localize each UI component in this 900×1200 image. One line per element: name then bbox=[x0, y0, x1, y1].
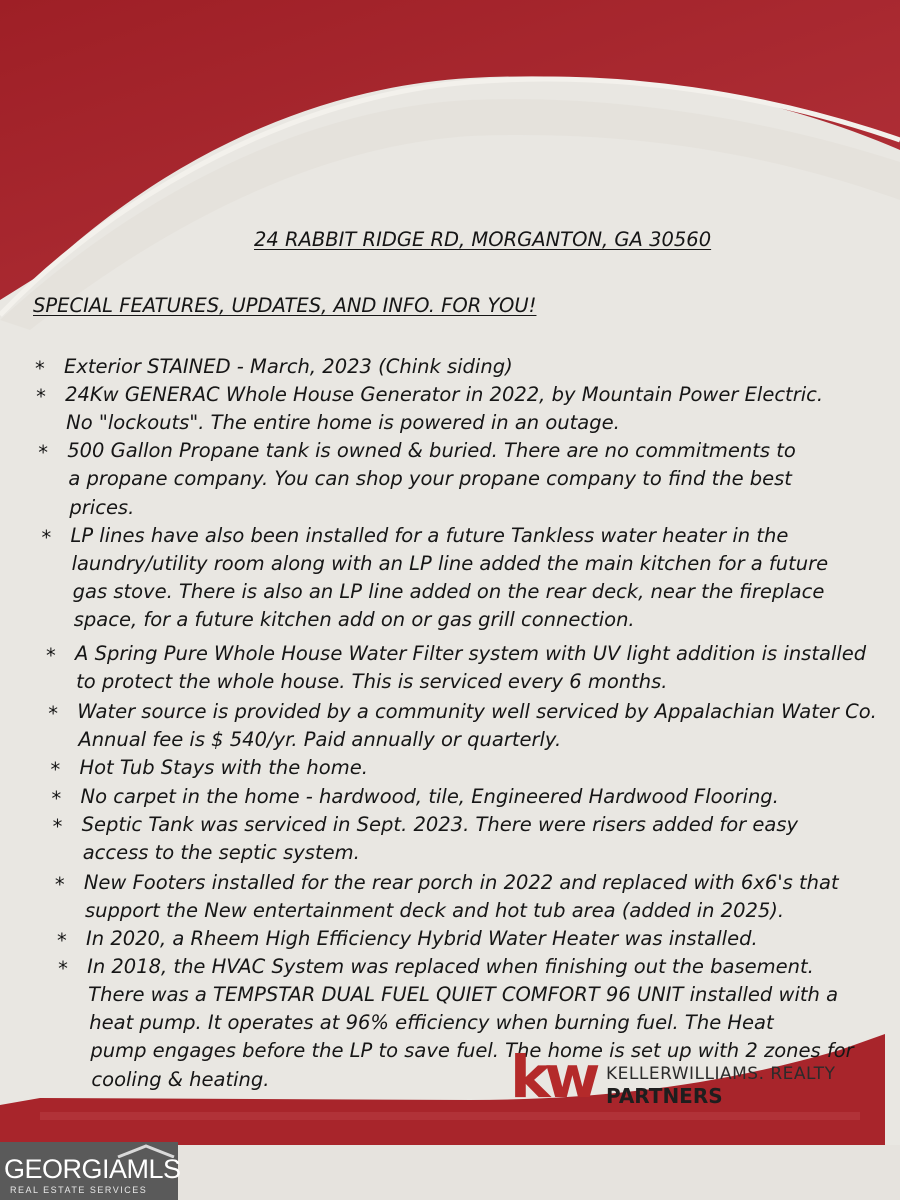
feature-line: to protect the whole house. This is serviced every 6 months. bbox=[76, 670, 668, 694]
feature-line: cooling & heating. bbox=[91, 1067, 270, 1091]
feature-line: space, for a future kitchen add on or gas grill connection. bbox=[73, 607, 635, 631]
bullet-star: * bbox=[36, 385, 46, 409]
bullet-star: * bbox=[51, 786, 62, 810]
feature-line: In 2020, a Rheem High Efficiency Hybrid Water Heater was installed. bbox=[86, 927, 758, 950]
feature-line: Septic Tank was serviced in Sept. 2023. There were risers added for easy bbox=[81, 812, 799, 836]
section-heading: SPECIAL FEATURES, UPDATES, AND INFO. FOR YOU! bbox=[33, 294, 537, 317]
bullet-star: * bbox=[35, 357, 45, 380]
brokerage-name: KELLERWILLIAMS. REALTY bbox=[606, 1064, 836, 1084]
feature-line: support the New entertainment deck and hot tub area (added in 2025). bbox=[84, 898, 785, 922]
bullet-star: * bbox=[52, 814, 63, 838]
watermark-tagline: REAL ESTATE SERVICES bbox=[10, 1185, 148, 1195]
bullet-star: * bbox=[38, 441, 48, 465]
bullet-star: * bbox=[58, 957, 68, 981]
feature-line: In 2018, the HVAC System was replaced when finishing out the basement. bbox=[87, 955, 814, 979]
kw-logo-letters: kw bbox=[510, 1043, 595, 1111]
feature-line: prices. bbox=[69, 495, 135, 519]
brokerage-office: PARTNERS bbox=[606, 1084, 723, 1108]
bullet-star: * bbox=[46, 644, 56, 667]
feature-line: Hot Tub Stays with the home. bbox=[79, 756, 368, 780]
feature-line: New Footers installed for the rear porch in 2022 and replaced with 6x6's that bbox=[83, 870, 839, 894]
bullet-star: * bbox=[41, 525, 52, 549]
feature-line: LP lines have also been installed for a future Tankless water heater in the bbox=[70, 523, 789, 547]
feature-line: Exterior STAINED - March, 2023 (Chink siding) bbox=[64, 355, 513, 378]
feature-line: laundry/utility room along with an LP line added the main kitchen for a future bbox=[71, 551, 829, 575]
georgia-mls-watermark bbox=[0, 1142, 181, 1200]
feature-line: There was a TEMPSTAR DUAL FUEL QUIET COMFORT 96 UNIT installed with a bbox=[88, 983, 839, 1007]
feature-line: gas stove. There is also an LP line added on the rear deck, near the fireplace bbox=[72, 579, 825, 603]
feature-line: 500 Gallon Propane tank is owned & buried. There are no commitments to bbox=[67, 439, 796, 463]
feature-line: pump engages before the LP to save fuel. The home is set up with 2 zones for bbox=[90, 1039, 854, 1063]
bullet-star: * bbox=[48, 702, 59, 726]
feature-line: Water source is provided by a community well serviced by Appalachian Water Co. bbox=[77, 700, 877, 724]
feature-line: No carpet in the home - hardwood, tile, Engineered Hardwood Flooring. bbox=[80, 784, 779, 808]
feature-line: 24Kw GENERAC Whole House Generator in 2022, by Mountain Power Electric. bbox=[65, 383, 824, 407]
property-address: 24 RABBIT RIDGE RD, MORGANTON, GA 30560 bbox=[254, 228, 712, 251]
bullet-star: * bbox=[54, 872, 65, 896]
feature-line: A Spring Pure Whole House Water Filter system with UV light addition is installed bbox=[75, 642, 867, 665]
bullet-star: * bbox=[50, 758, 61, 782]
feature-line: a propane company. You can shop your propane company to find the best bbox=[68, 467, 792, 491]
feature-line: No "lockouts". The entire home is powered in an outage. bbox=[66, 411, 620, 435]
bullet-star: * bbox=[57, 929, 67, 952]
feature-line: heat pump. It operates at 96% efficiency when burning fuel. The Heat bbox=[89, 1011, 774, 1035]
feature-line: Annual fee is $ 540/yr. Paid annually or quarterly. bbox=[78, 728, 562, 752]
watermark-name: GEORGIAMLS bbox=[4, 1154, 181, 1184]
feature-line: access to the septic system. bbox=[82, 840, 360, 864]
brokerage-logo bbox=[510, 1043, 840, 1111]
